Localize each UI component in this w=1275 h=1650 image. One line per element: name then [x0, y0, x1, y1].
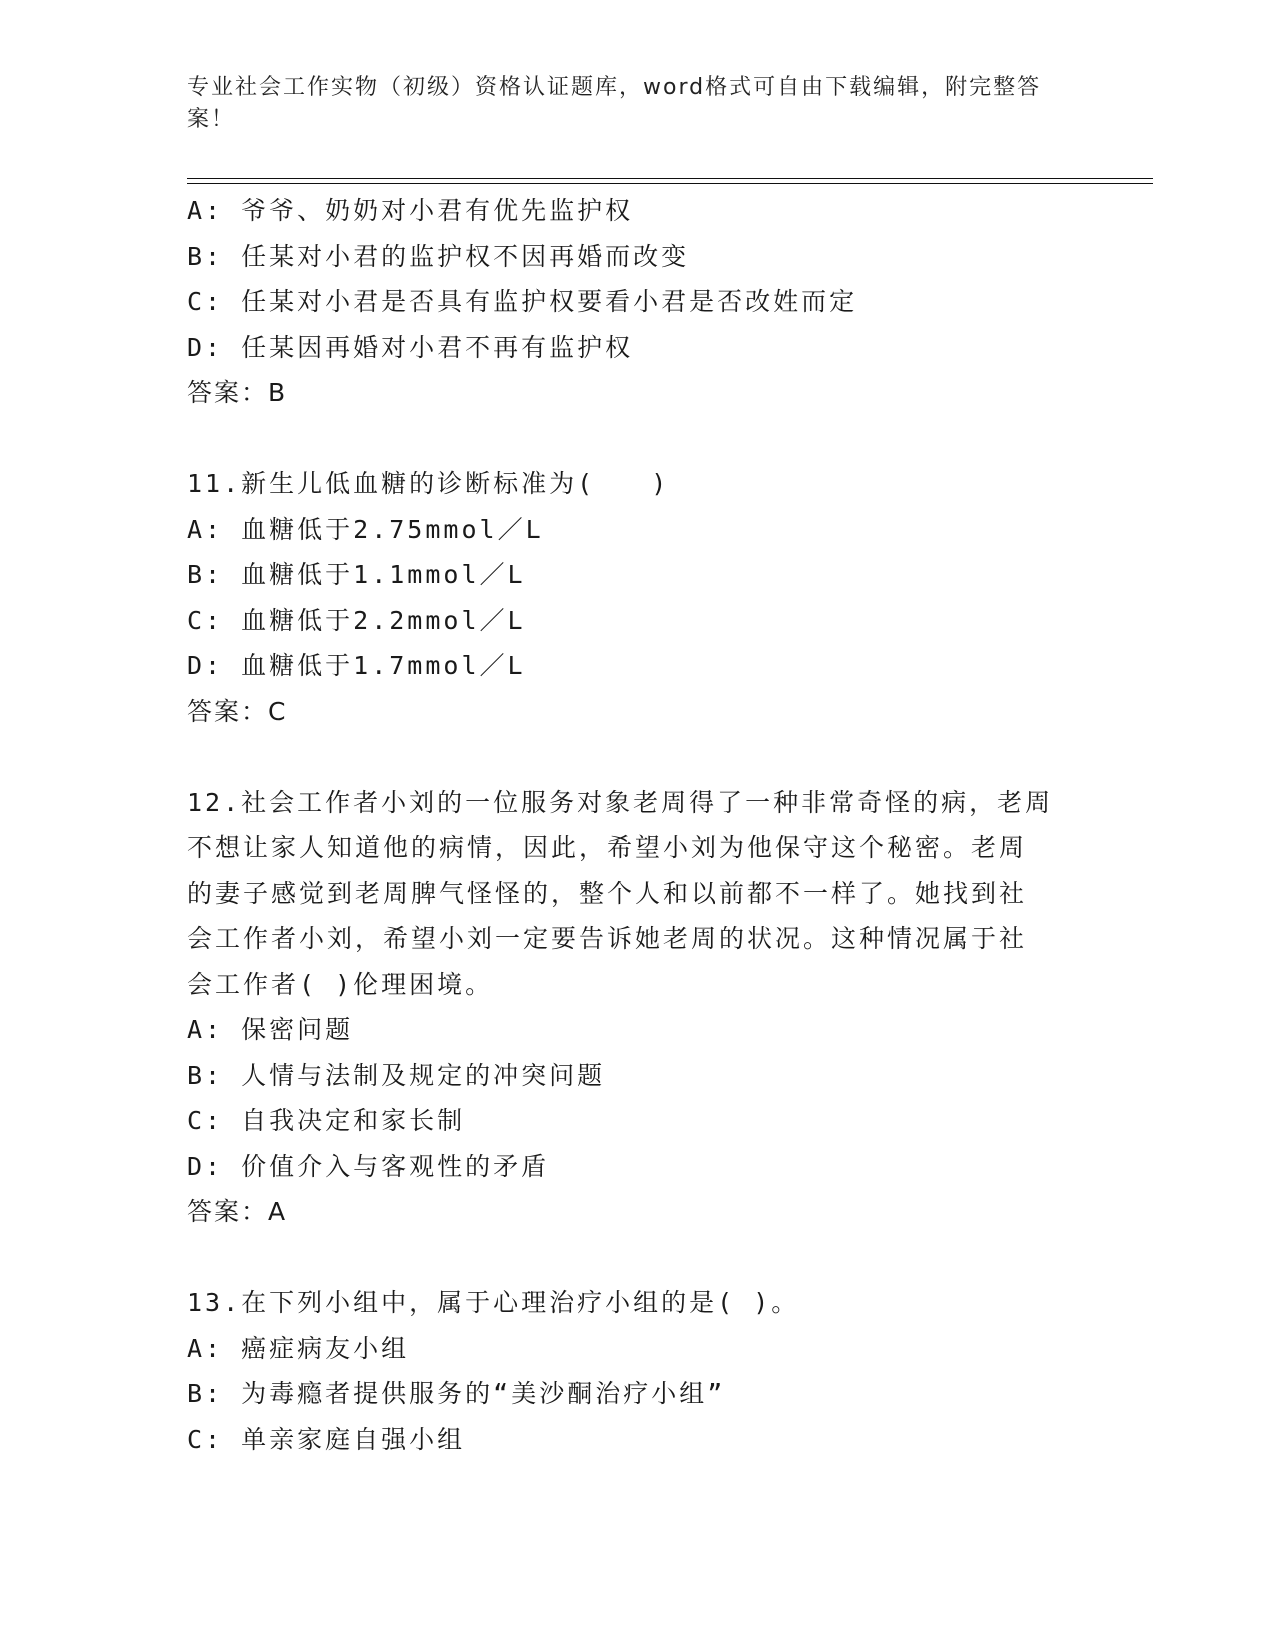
question-stem: 11.新生儿低血糖的诊断标准为( ): [187, 469, 670, 498]
option-c: C: 单亲家庭自强小组: [187, 1424, 466, 1454]
question-content: [187, 188, 1087, 1462]
answer: 答案：A: [187, 1197, 288, 1226]
spacer: [187, 416, 1087, 462]
question-10: [187, 188, 1087, 416]
option-c: C: 任某对小君是否具有监护权要看小君是否改姓而定: [187, 287, 858, 316]
question-stem-line: 会工作者小刘，希望小刘一定要告诉她老周的状况。这种情况属于社: [187, 924, 1028, 953]
spacer: [187, 1235, 1087, 1281]
spacer: [187, 734, 1087, 780]
option-a: A: 血糖低于2.75mmol／L: [187, 514, 544, 544]
option-a: A: 爷爷、奶奶对小君有优先监护权: [187, 196, 634, 225]
question-stem-line: 会工作者( )伦理困境。: [187, 969, 494, 999]
option-d: D: 任某因再婚对小君不再有监护权: [187, 332, 634, 362]
option-c: C: 自我决定和家长制: [187, 1106, 466, 1135]
option-a: A: 保密问题: [187, 1015, 354, 1044]
option-b: B: 任某对小君的监护权不因再婚而改变: [187, 241, 690, 271]
question-13: [187, 1280, 1087, 1462]
option-d: D: 价值介入与客观性的矛盾: [187, 1151, 550, 1181]
question-12: [187, 780, 1087, 1235]
document-header: 专业社会工作实物（初级）资格认证题库，word格式可自由下载编辑，附完整答案！: [187, 75, 1042, 132]
option-b: B: 为毒瘾者提供服务的“美沙酮治疗小组”: [187, 1379, 726, 1408]
option-a: A: 癌症病友小组: [187, 1333, 410, 1363]
question-stem: 13.在下列小组中，属于心理治疗小组的是( )。: [187, 1288, 800, 1317]
question-stem-line: 12.社会工作者小刘的一位服务对象老周得了一种非常奇怪的病，老周: [187, 787, 1054, 817]
question-stem-line: 不想让家人知道他的病情，因此，希望小刘为他保守这个秘密。老周: [187, 833, 1028, 862]
option-c: C: 血糖低于2.2mmol／L: [187, 605, 526, 635]
question-stem-line: 的妻子感觉到老周脾气怪怪的，整个人和以前都不一样了。她找到社: [187, 878, 1028, 908]
header-rule-top: [187, 178, 1153, 179]
option-b: B: 血糖低于1.1mmol／L: [187, 560, 526, 589]
answer: 答案：C: [187, 696, 288, 726]
option-d: D: 血糖低于1.7mmol／L: [187, 651, 526, 680]
option-b: B: 人情与法制及规定的冲突问题: [187, 1060, 606, 1090]
answer: 答案：B: [187, 378, 288, 407]
header-rule-bottom: [187, 183, 1153, 184]
question-11: [187, 461, 1087, 734]
